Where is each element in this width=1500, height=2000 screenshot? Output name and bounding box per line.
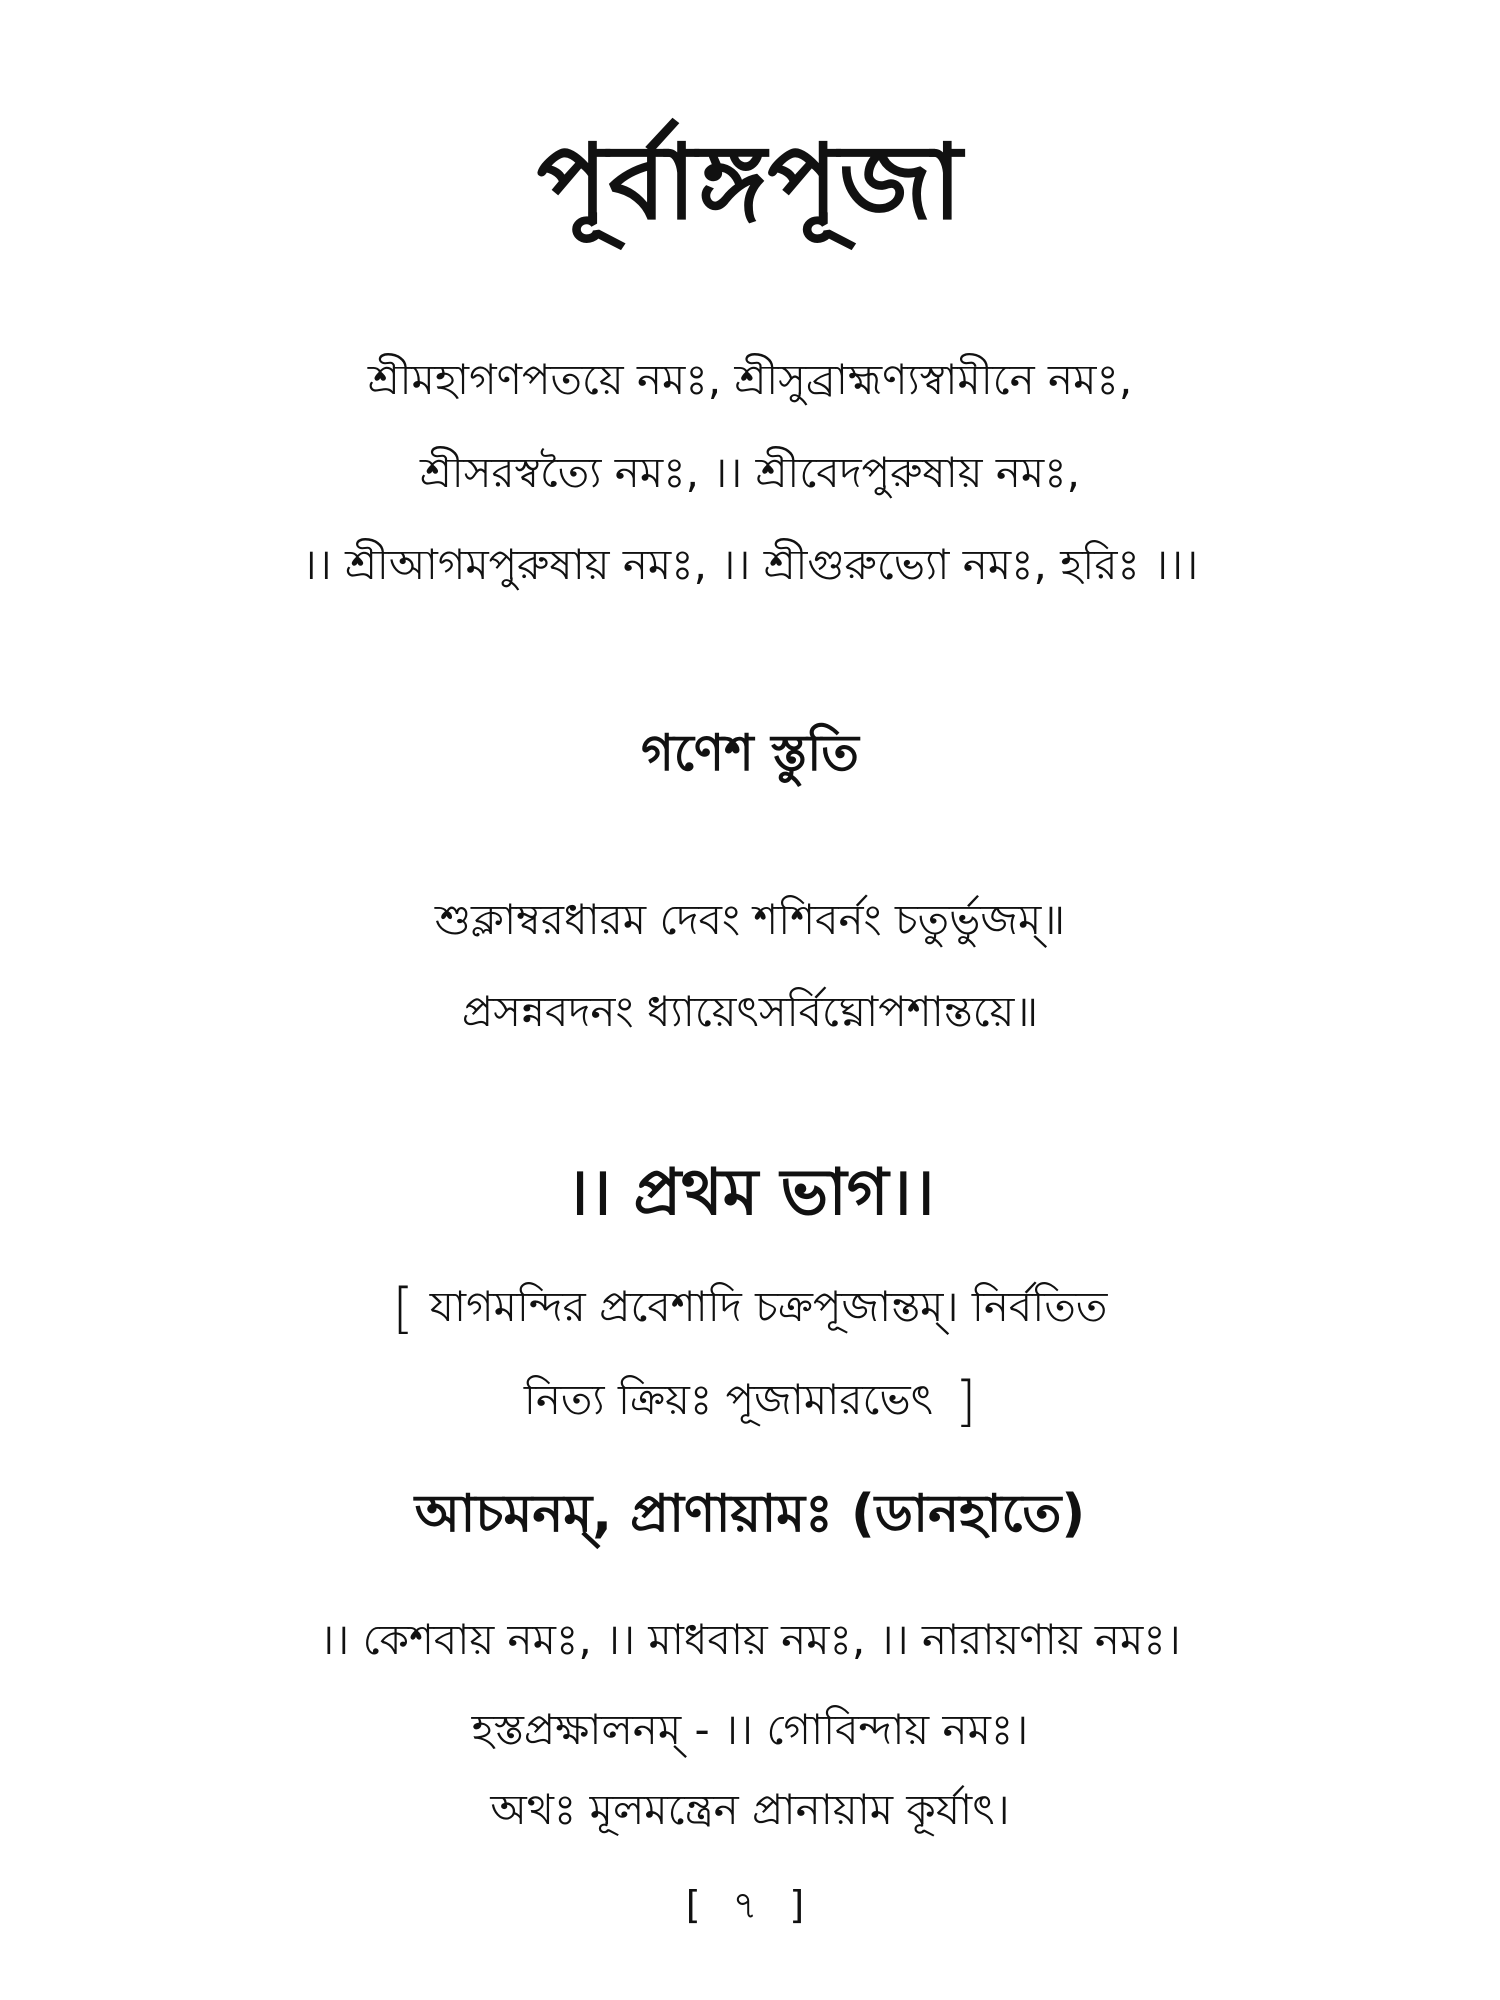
note-open-bracket: [ xyxy=(392,1277,414,1340)
ganesh-verse-line-1: শুক্লাম্বরধারম দেবং শশিবর্নং চতুর্ভুজম্॥ xyxy=(434,895,1066,944)
achamanam-line-3: অথঃ মূলমন্ত্রেন প্রানায়াম কূর্যাৎ। xyxy=(490,1785,1010,1834)
invocation-line-3: ।। শ্রীআগমপুরুষায় নমঃ, ।। শ্রীগুরুভ্যো নমঃ, হরিঃ ।।। xyxy=(301,540,1199,589)
page-title: পূর্বাঙ্গপূজা xyxy=(536,121,964,243)
page-number: [ ৭ ] xyxy=(685,1883,815,1927)
part-one-note-line-2 xyxy=(0,1370,1500,1435)
achamanam-heading: আচমনম্, প্রাণায়ামঃ (ডানহাতে) xyxy=(414,1484,1086,1544)
invocation-line-2: শ্রীসরস্বত্যৈ নমঃ, ।। শ্রীবেদপুরুষায় নমঃ, xyxy=(420,448,1080,497)
note-text-line-1: যাগমন্দির প্রবেশাদি চক্রপূজান্তম্। নির্বতিত xyxy=(429,1281,1108,1331)
achamanam-line-2: হস্তপ্রক্ষালনম্ - ।। গোবিন্দায় নমঃ। xyxy=(471,1705,1029,1754)
achamanam-line-1: ।। কেশবায় নমঃ, ।। মাধবায় নমঃ, ।। নারায়ণায় নমঃ। xyxy=(319,1615,1181,1664)
ganesh-verse-line-2: প্রসন্নবদনং ধ্যায়েৎসর্বিঘ্নোপশান্তয়ে॥ xyxy=(461,987,1039,1036)
note-text-line-2: নিত্য ক্রিয়ঃ পূজামারভেৎ xyxy=(523,1374,934,1424)
invocation-line-1: শ্রীমহাগণপতয়ে নমঃ, শ্রীসুব্রাহ্মণ্যস্বামীনে নমঃ, xyxy=(367,355,1133,404)
ganesh-stuti-heading: গণেশ স্তুতি xyxy=(641,724,859,782)
part-one-heading: ।। প্রথম ভাগ।। xyxy=(565,1156,935,1230)
note-close-bracket: ] xyxy=(955,1370,977,1433)
part-one-note-line-1 xyxy=(0,1277,1500,1342)
